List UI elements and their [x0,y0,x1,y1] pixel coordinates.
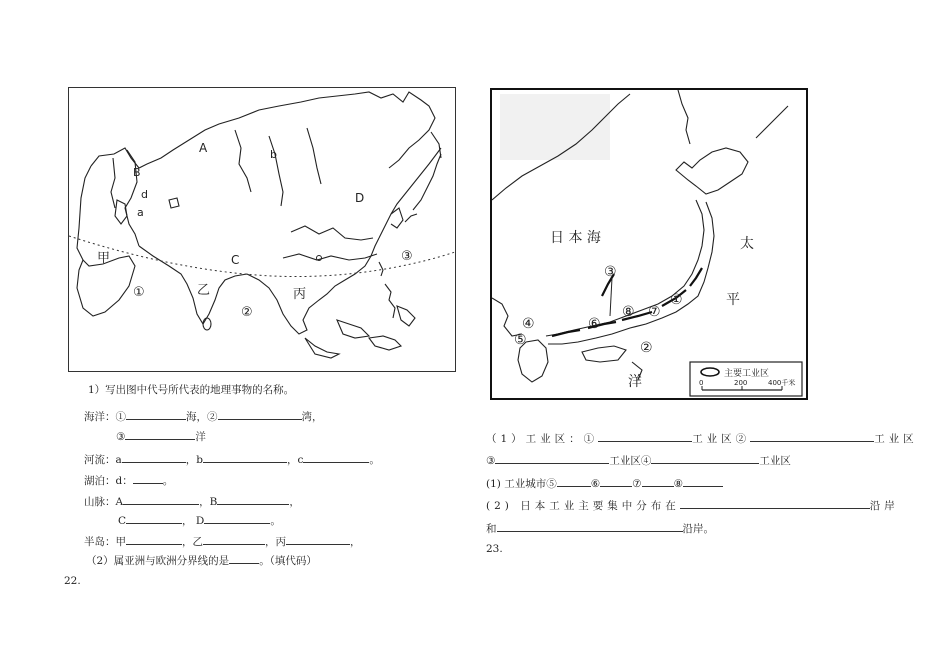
mountain-a-blank[interactable] [123,493,199,505]
map-label-A: A [199,141,208,155]
city-8-blank[interactable] [683,475,723,487]
map-label-yang: 洋 [628,374,642,390]
city-7-blank[interactable] [642,475,674,487]
map-label-zone-4: ④ [522,316,535,332]
scale-400: 400千米 [768,379,796,387]
boundary-blank[interactable] [229,552,259,564]
legend-label: 主要工业区 [724,369,770,379]
map-label-zone-3: ③ [604,264,617,280]
map-label-yi: 乙 [197,283,211,298]
map-label-C: C [231,253,240,267]
city-6-blank[interactable] [600,475,632,487]
map-label-ocean-1: ① [133,285,145,300]
ocean-1-blank[interactable] [126,408,186,420]
map-label-city-6: ⑥ [588,316,601,332]
map-label-sea-of-japan: 日 本 海 [550,230,601,246]
question-number-23: 23. [486,543,503,555]
right-question-1: （1）工业区：① 工业区② 工业区 [486,430,918,446]
left-question-1-title: 1）写出图中代号所代表的地理事物的名称。 [88,384,295,396]
map-label-ocean-2: ② [241,305,253,320]
asia-map-drawing [69,88,455,371]
peninsula-bing-blank[interactable] [286,533,350,545]
scale-0: 0 [699,379,704,387]
river-row: 河流：a ，b ，c 。 [84,451,380,467]
right-question-1b: ③ 工业区④ 工业区 [486,452,791,468]
scale-200: 200 [734,379,748,387]
map-label-B: B [133,166,141,179]
zone-2-blank[interactable] [750,430,874,442]
city-5-blank[interactable] [557,475,591,487]
map-label-D: D [355,191,365,205]
map-label-city-7: ⑦ [648,304,661,320]
coast-2-blank[interactable] [497,520,683,532]
map-label-d: d [141,188,148,201]
mountain-row: 山脉：A ，B ， [84,493,300,509]
map-label-jia: 甲 [97,251,111,266]
question-number-22: 22. [64,575,81,587]
map-label-ping: 平 [726,292,740,308]
map-label-b: b [270,148,277,161]
japan-map-drawing [492,90,806,398]
mountain-d-blank[interactable] [204,512,270,524]
lake-d-blank[interactable] [133,472,163,484]
peninsula-yi-blank[interactable] [203,533,265,545]
mountain-c-blank[interactable] [126,512,182,524]
ocean-row-2: ③ 洋 [116,428,206,444]
zone-3-blank[interactable] [495,452,609,464]
coast-1-blank[interactable] [680,497,870,509]
river-a-blank[interactable] [122,451,186,463]
zone-4-blank[interactable] [651,452,759,464]
left-question-2: （2）属亚洲与欧洲分界线的是 。（填代码） [86,552,317,568]
mountain-b-blank[interactable] [217,493,289,505]
map-label-a: a [137,206,144,219]
ocean-row: 海洋：① 海，② 湾， [84,408,323,424]
right-question-2b: 和 沿岸。 [486,520,714,536]
peninsula-row: 半岛：甲 ，乙 ，丙 ， [84,533,361,549]
right-question-2: (2) 日本工业主要集中分布在 沿岸 [486,497,899,513]
zone-1-blank[interactable] [598,430,692,442]
river-c-blank[interactable] [303,451,369,463]
map-label-zone-1: ① [670,292,683,308]
lake-row: 湖泊：d： 。 [84,472,173,488]
ocean-3-blank[interactable] [125,428,195,440]
map-label-zone-2: ② [640,340,653,356]
river-b-blank[interactable] [203,451,287,463]
map-label-tai: 太 [740,236,754,252]
map-label-ocean-3: ③ [401,249,413,264]
right-cities-row: (1) 工业城市⑤ ⑥ ⑦ ⑧ [486,475,723,491]
mountain-row-2: C ， D 。 [118,512,281,528]
map-label-city-8: ⑧ [622,304,635,320]
japan-map [490,88,808,400]
asia-map [68,87,456,372]
map-label-city-5: ⑤ [514,332,527,348]
map-label-bing: 丙 [293,287,307,302]
ocean-2-blank[interactable] [218,408,302,420]
peninsula-jia-blank[interactable] [126,533,182,545]
map-legend [690,362,802,396]
